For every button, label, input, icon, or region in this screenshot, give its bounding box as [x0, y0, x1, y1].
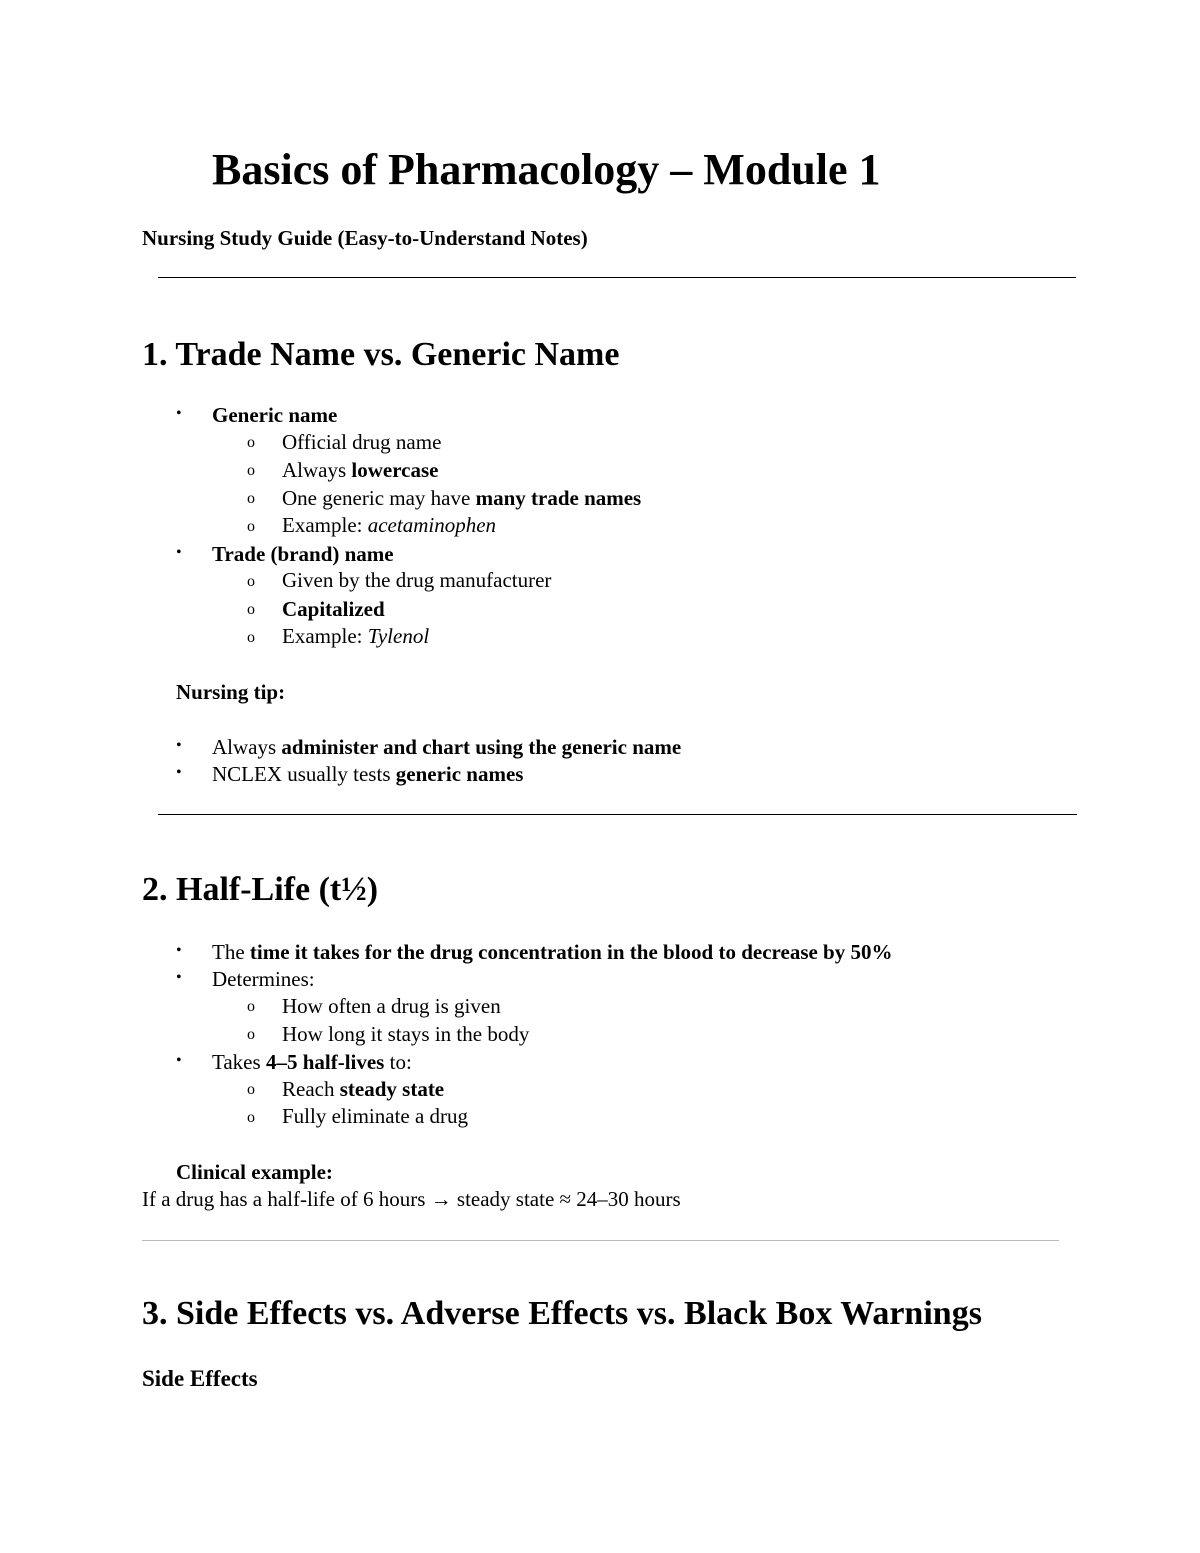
sub-item-text: How often a drug is given — [282, 994, 501, 1018]
circle-bullet-icon: o — [247, 434, 255, 451]
circle-bullet-icon: o — [247, 629, 255, 646]
bullet-icon: • — [176, 942, 182, 959]
circle-bullet-icon: o — [247, 601, 255, 618]
text-run: One generic may have — [282, 486, 476, 510]
section-1-heading: 1. Trade Name vs. Generic Name — [142, 336, 620, 373]
bullet-icon: • — [176, 969, 182, 986]
bold-text: administer and chart using the generic name — [281, 735, 682, 759]
sub-item-text — [282, 486, 641, 510]
divider — [158, 814, 1077, 815]
side-effects-subheading: Side Effects — [142, 1366, 258, 1391]
item-text — [212, 1050, 412, 1074]
bullet-icon: • — [176, 1052, 182, 1069]
bold-text: steady state — [339, 1077, 445, 1101]
sub-item-text: Fully eliminate a drug — [282, 1104, 469, 1128]
document-subtitle: Nursing Study Guide (Easy-to-Understand Notes) — [142, 226, 588, 250]
text-run: Example: — [282, 513, 368, 537]
section-3-heading: 3. Side Effects vs. Adverse Effects vs. Black Box Warnings — [142, 1295, 982, 1332]
sub-item-text: Official drug name — [282, 430, 442, 454]
section-2-heading: 2. Half-Life (t½) — [142, 871, 379, 908]
nursing-tip-label: Nursing tip: — [176, 680, 286, 704]
generic-name-label: Generic name — [212, 403, 338, 427]
sub-item-text — [282, 513, 496, 537]
circle-bullet-icon: o — [247, 573, 255, 590]
bold-text: many trade names — [475, 486, 642, 510]
circle-bullet-icon: o — [247, 1026, 255, 1043]
circle-bullet-icon: o — [247, 998, 255, 1015]
item-text — [212, 940, 893, 964]
tip-text — [212, 735, 681, 759]
sub-item-text — [282, 458, 439, 482]
sub-item-text: Capitalized — [282, 597, 385, 621]
text-run: Takes — [212, 1050, 266, 1074]
bullet-icon: • — [176, 737, 182, 754]
text-run: The — [212, 940, 250, 964]
divider — [142, 1240, 1059, 1241]
circle-bullet-icon: o — [247, 1109, 255, 1126]
text-run: Always — [212, 735, 282, 759]
trade-name-label: Trade (brand) name — [212, 542, 394, 566]
bullet-icon: • — [176, 764, 182, 781]
circle-bullet-icon: o — [247, 490, 255, 507]
bold-text: time it takes for the drug concentration in the blood to decrease by 50% — [249, 940, 893, 964]
sub-item-text: How long it stays in the body — [282, 1022, 530, 1046]
sub-item-text: Given by the drug manufacturer — [282, 568, 552, 592]
bullet-icon: • — [176, 544, 182, 561]
italic-text: Tylenol — [367, 624, 430, 648]
document-title: Basics of Pharmacology – Module 1 — [212, 145, 881, 194]
italic-text: acetaminophen — [367, 513, 497, 537]
divider — [158, 277, 1076, 278]
circle-bullet-icon: o — [247, 1081, 255, 1098]
circle-bullet-icon: o — [247, 518, 255, 535]
text-run: Reach — [282, 1077, 340, 1101]
text-run: NCLEX usually tests — [212, 762, 396, 786]
clinical-example-label: Clinical example: — [176, 1160, 333, 1184]
tip-text — [212, 762, 523, 786]
clinical-example-text: If a drug has a half-life of 6 hours → steady state ≈ 24–30 hours — [142, 1187, 681, 1211]
text-run: to: — [384, 1050, 412, 1074]
bold-text: generic names — [395, 762, 524, 786]
sub-item-text — [282, 624, 429, 648]
sub-item-text — [282, 1077, 444, 1101]
bold-text: 4–5 half-lives — [265, 1050, 385, 1074]
bold-text: lowercase — [351, 458, 439, 482]
circle-bullet-icon: o — [247, 462, 255, 479]
item-text: Determines: — [212, 967, 315, 991]
text-run: Always — [282, 458, 352, 482]
bullet-icon: • — [176, 405, 182, 422]
text-run: Example: — [282, 624, 368, 648]
